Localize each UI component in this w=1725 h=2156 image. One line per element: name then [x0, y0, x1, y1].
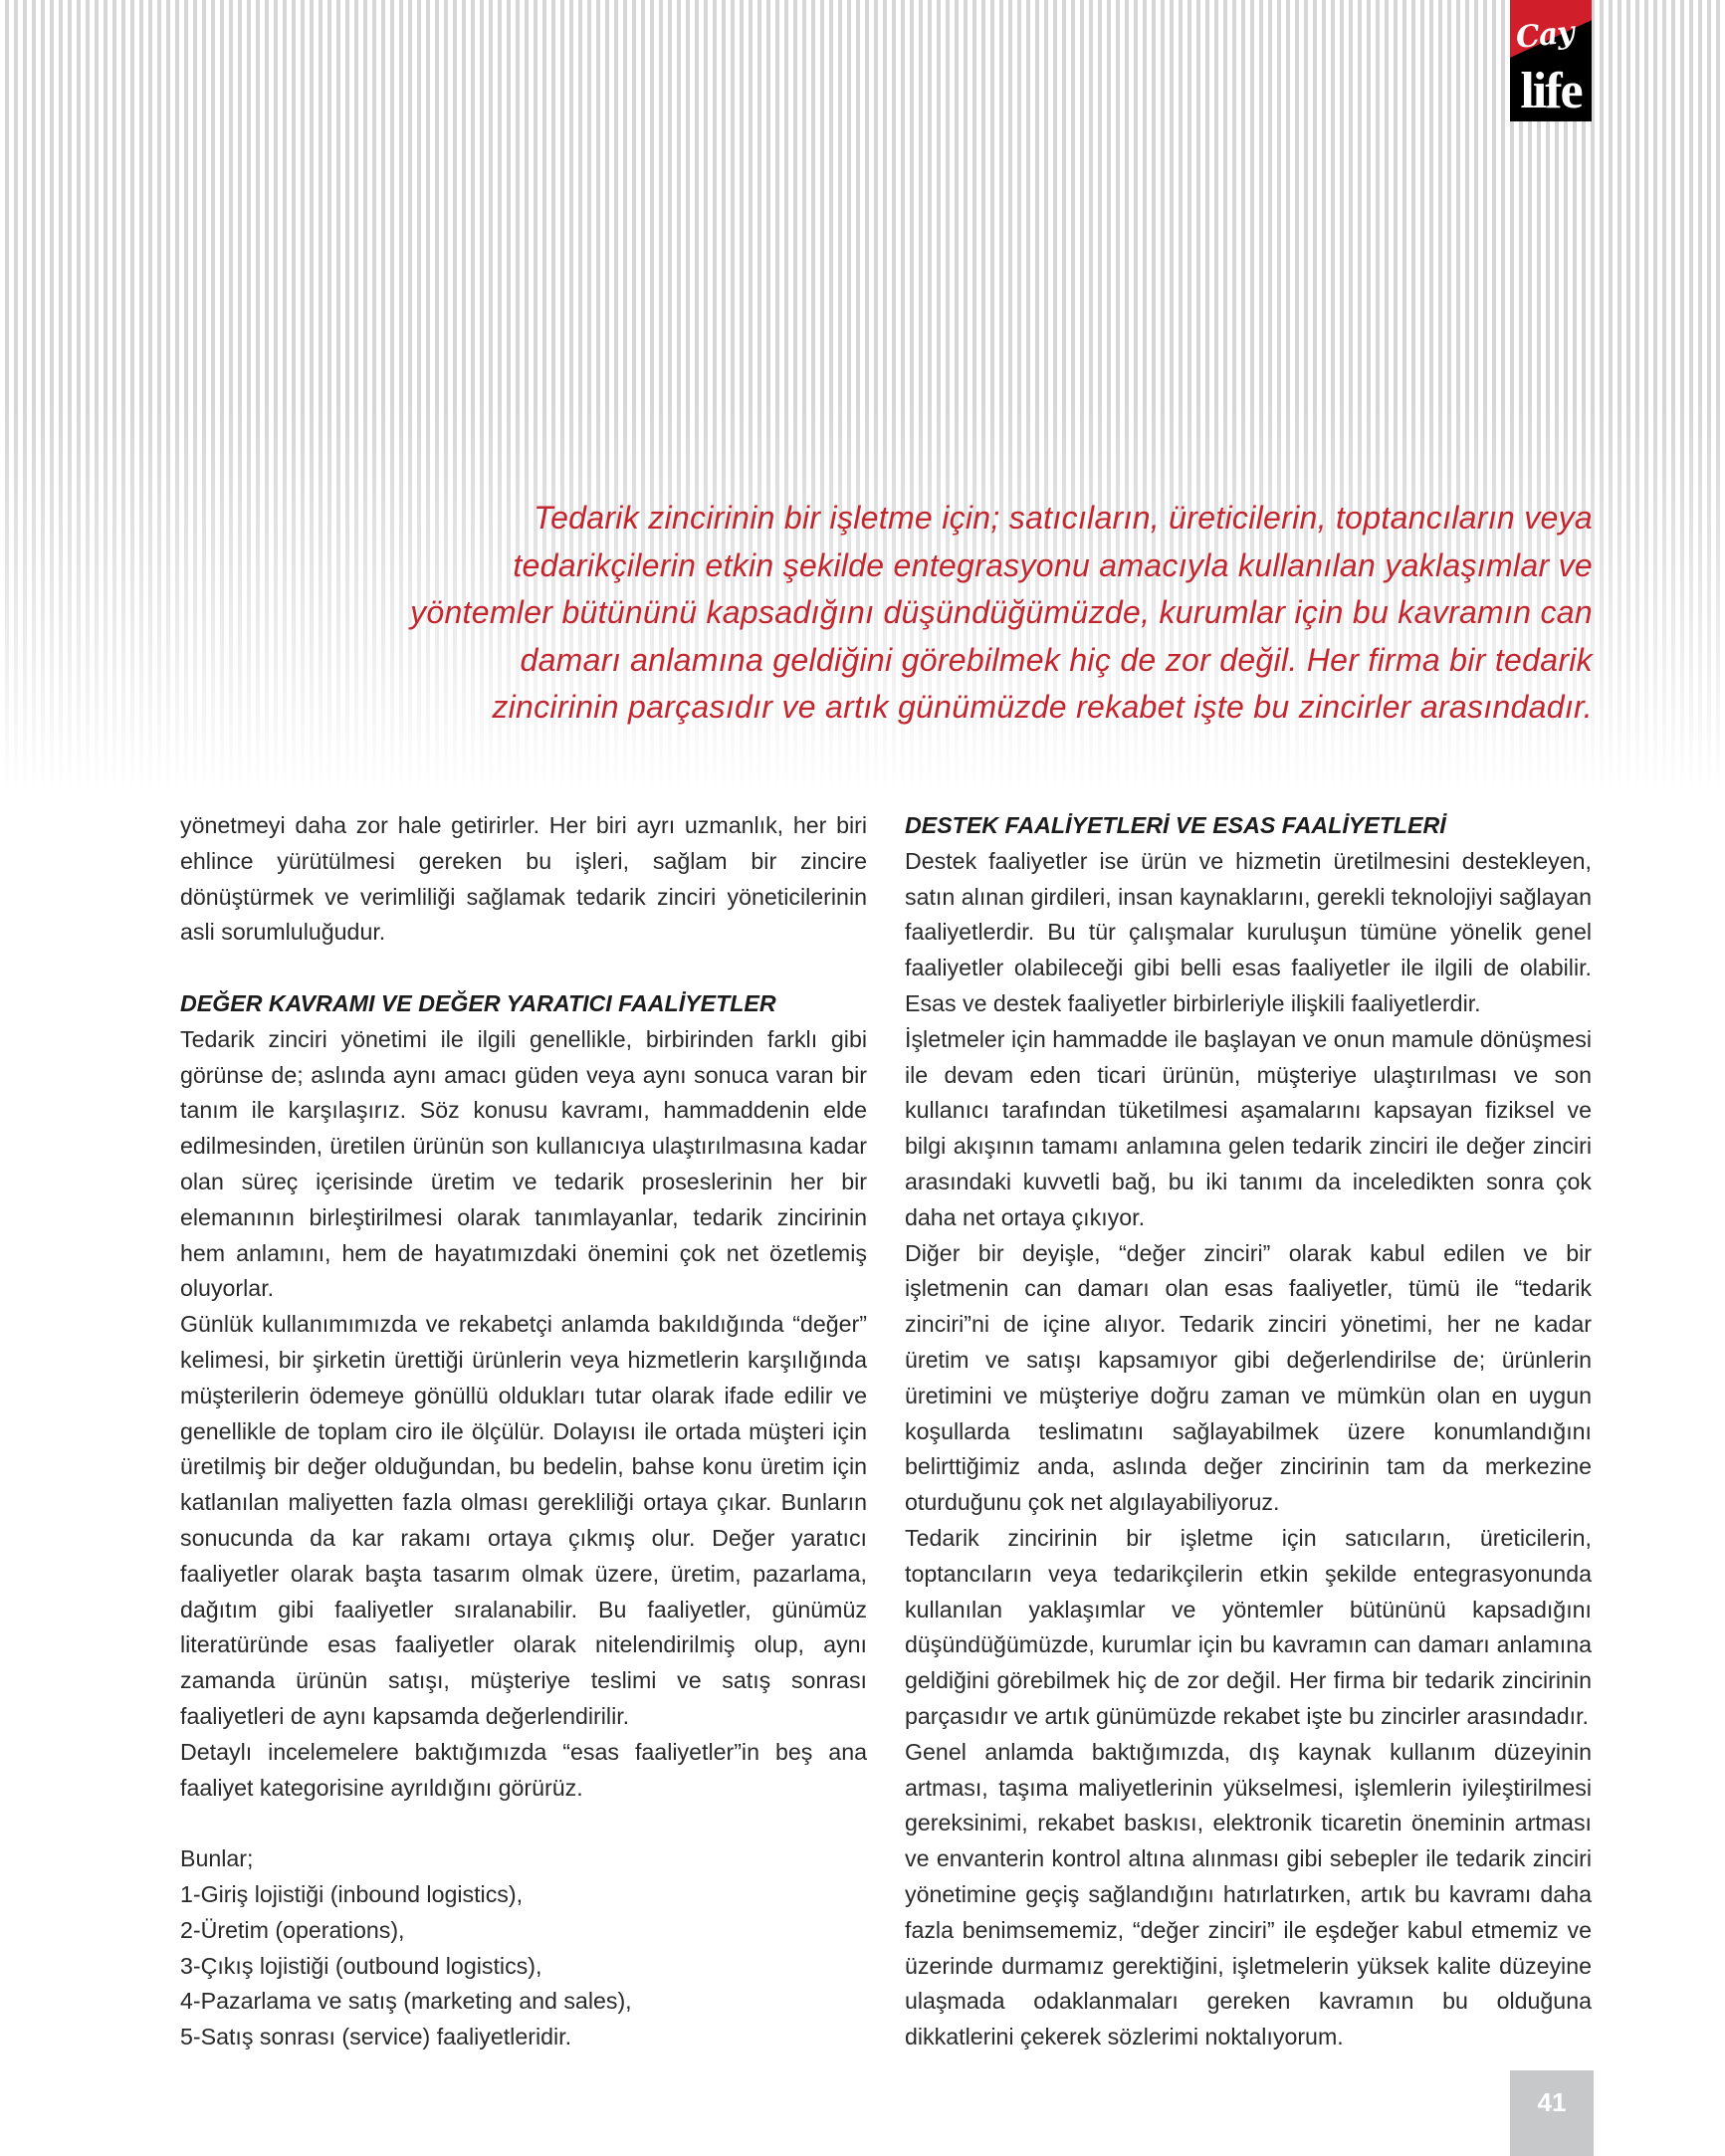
body-paragraph: Destek faaliyetler ise ürün ve hizmetin üretilmesini destekleyen, satın alınan girdileri, insan kaynaklarını, gerekli teknolojiyi sağlayan faaliyetlerdir. Bu tür çalışmalar kuruluşun tümüne yönelik genel faaliyetler olabileceği gibi belli esas faaliyetler ile ilgili de olabilir. Esas ve destek faaliyetler birbirleriyle ilişkili faaliyetlerdir. — [905, 847, 1592, 1016]
spacer — [180, 951, 867, 986]
list-item: 1-Giriş lojistiği (inbound logistics), — [180, 1880, 524, 1907]
body-paragraph: Detaylı incelemelere baktığımızda “esas faaliyetler”in beş ana faaliyet kategorisine ayrıldığını görürüz. — [180, 1738, 867, 1801]
list-item: 5-Satış sonrası (service) faaliyetleridir. — [180, 2024, 572, 2050]
intro-paragraph: yönetmeyi daha zor hale getirirler. Her biri ayrı uzmanlık, her biri ehlince yürütülmesi gereken bu işleri, sağlam bir zincire dönüştürmek ve verimliliği sağlamak tedarik zinciri yöneticilerinin asli sorumluluğudur. — [180, 812, 867, 946]
list-item: 3-Çıkış lojistiği (outbound logistics), — [180, 1952, 542, 1979]
body-paragraph: Diğer bir deyişle, “değer zinciri” olarak kabul edilen ve bir işletmenin can damarı olan esas faaliyetler, tümü ile “tedarik zinciri”ni de içine alıyor. Tedarik zinciri yönetimi, her ne kadar üretim ve satışı kapsamıyor gibi değerlendirilse de; ürünlerin üretimini ve müşteriye doğru zaman ve mümkün olan en uygun koşullarda teslimatını sağlayabilmek üzere konumlandığını belirttiğimiz anda, aslında değer zincirinin tam da merkezine oturduğunu çok net algılayabiliyoruz. — [905, 1239, 1592, 1516]
spacer — [180, 1806, 867, 1841]
logo-word: life — [1520, 63, 1582, 119]
section-heading-support: DESTEK FAALİYETLERİ VE ESAS FAALİYETLERİ — [905, 812, 1446, 838]
logo-script-text: Cay — [1514, 15, 1576, 56]
page-number: 41 — [1510, 2070, 1594, 2156]
pull-quote: Tedarik zincirinin bir işletme için; satıcıların, üreticilerin, toptancıların veya tedarikçilerin etkin şekilde entegrasyonu amacıyla kullanılan yaklaşımlar ve yöntemler bütününü kapsadığını düşündüğümüzde, kurumlar için bu kavramın can damarı anlamına geldiğini görebilmek hiç de zor değil. Her firma bir tedarik zincirinin parçasıdır ve artık günümüzde rekabet işte bu zincirler arasındadır. — [410, 500, 1593, 725]
list-item: 4-Pazarlama ve satış (marketing and sales), — [180, 1988, 632, 2015]
list-intro: Bunlar; — [180, 1845, 254, 1872]
body-paragraph: Tedarik zinciri yönetimi ile ilgili genellikle, birbirinden farklı gibi görünse de; aslında aynı amacı güden veya aynı sonuca varan bir tanım ile karşılaşırız. Söz konusu kavramı, hammaddenin elde edilmesinden, üretilen ürünün son kullanıcıya ulaştırılmasına kadar olan süreç içerisinde üretim ve tedarik proseslerinin her bir elemanının birleştirilmesi olarak tanımlayanlar, tedarik zincirinin hem anlamını, hem de hayatımızdaki önemini çok net özetlemiş oluyorlar. — [180, 1025, 867, 1302]
section-heading-value: DEĞER KAVRAMI VE DEĞER YARATICI FAALİYETLER — [180, 989, 776, 1016]
body-paragraph: İşletmeler için hammadde ile başlayan ve onun mamule dönüşmesi ile devam eden ticari ürünün, müşteriye ulaştırılması ve son kullanıcı tarafından tüketilmesi aşamalarını kapsayan fiziksel ve bilgi akışının tamamı anlamına gelen tedarik zinciri ile değer zinciri arasındaki kuvvetli bağ, bu iki tanımı da inceledikten sonra çok daha net ortaya çıkıyor. — [905, 1025, 1592, 1230]
activity-list — [180, 1877, 867, 2055]
body-paragraph: Günlük kullanımımızda ve rekabetçi anlamda bakıldığında “değer” kelimesi, bir şirketin ürettiği ürünlerin veya hizmetlerin karşılığında müşterilerin ödemeye gönüllü oldukları tutar olarak ifade edilir ve genellikle de toplam ciro ile ölçülür. Dolayısı ile ortada müşteri için üretilmiş bir değer olduğundan, bu bedelin, bahse konu üretim için katlanılan maliyetten fazla olması gerekliliği ortaya çıkar. Bunların sonucunda da kar rakamı ortaya çıkmış olur. Değer yaratıcı faaliyetler olarak başta tasarım olmak üzere, üretim, pazarlama, dağıtım gibi faaliyetler sıralanabilir. Bu faaliyetler, günümüz literatüründe esas faaliyetler olarak nitelendirilmiş olup, aynı zamanda ürünün satışı, müşteriye teslimi ve satış sonrası faaliyetleri de aynı kapsamda değerlendirilir. — [180, 1311, 867, 1729]
right-column — [905, 808, 1592, 2055]
brand-logo — [1510, 0, 1592, 121]
body-paragraph: Genel anlamda baktığımızda, dış kaynak kullanım düzeyinin artması, taşıma maliyetlerinin yükselmesi, işlemlerin iyileştirilmesi gereksinimi, rekabet baskısı, elektronik ticaretin öneminin artması ve envanterin kontrol altına alınması gibi sebepler ile tedarik zinciri yönetimine geçiş sağlandığını hatırlatırken, artık bu kavramı daha fazla benimsememiz, “değer zinciri” ile eşdeğer kabul etmemiz ve üzerinde durmamız gerektiğini, işletmelerin yüksek kalite düzeyine ulaşmada odaklanmaları gereken kavramın bu olduğuna dikkatlerini çekerek sözlerimi noktalıyorum. — [905, 1738, 1592, 2050]
body-paragraph: Tedarik zincirinin bir işletme için satıcıların, üreticilerin, toptancıların veya tedarikçilerin etkin şekilde entegrasyonunda kullanılan yaklaşımlar ve yöntemler bütününü kapsadığını düşündüğümüzde, kurumlar için bu kavramın can damarı anlamına geldiğini görebilmek hiç de zor değil. Her firma bir tedarik zincirinin parçasıdır ve artık günümüzde rekabet işte bu zincirler arasındadır. — [905, 1524, 1592, 1729]
list-item: 2-Üretim (operations), — [180, 1916, 405, 1943]
left-column — [180, 808, 867, 2055]
